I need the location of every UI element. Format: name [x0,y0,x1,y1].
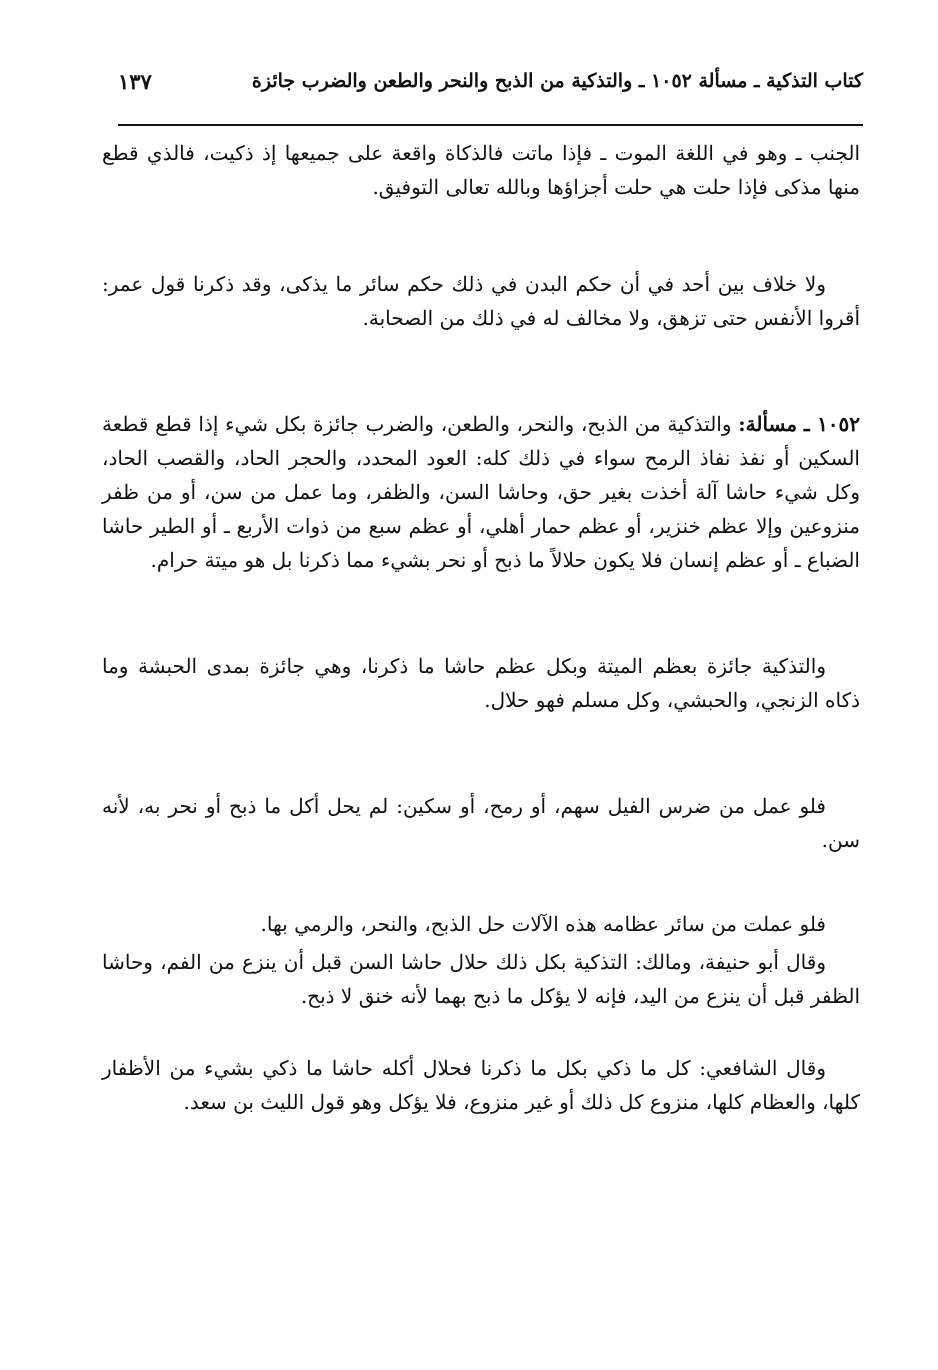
page-number: ١٣٧ [118,68,152,94]
paragraph-abu-hanifa-malik-text: وقال أبو حنيفة، ومالك: التذكية بكل ذلك حلال حاشا السن قبل أن ينزع من الفم، وحاشا الظفر قبل أن ينزع من اليد، فإنه لا يؤكل ما ذبح بهما لأنه خنق لا ذبح. [102,950,860,1008]
page-body [102,136,860,1119]
issue-text: والتذكية من الذبح، والنحر، والطعن، والضرب جائزة بكل شيء إذا قطع قطعة السكين أو نفذ نفاذ الرمح سواء في ذلك كله: العود المحدد، والحجر الحاد، والقصب الحاد، وكل شيء حاشا آلة أخذت بغير حق، وحاشا السن، والظفر، وما عمل من سن، أو من ظفر منزوعين وإلا عظم خنزير، أو عظم حمار أهلي، أو عظم سبع من ذوات الأربع ـ أو الطير حاشا الضباع ـ أو عظم إنسان فلا يكون حلالاً ما ذبح أو نحر بشيء مما ذكرنا بل هو ميتة حرام. [102,412,860,572]
paragraph-dead-bone [102,649,860,717]
running-header [118,65,863,97]
issue-number: ١٠٥٢ ـ [803,412,861,436]
paragraph-other-bones-text: فلو عملت من سائر عظامه هذه الآلات حل الذبح، والنحر، والرمي بها. [260,912,826,936]
paragraph-no-dispute [102,267,860,335]
paragraph-elephant-tooth [102,789,860,857]
paragraph-elephant-tooth-text: فلو عمل من ضرس الفيل سهم، أو رمح، أو سكين: لم يحل أكل ما ذبح أو نحر به، لأنه سن. [102,794,860,852]
header-divider [118,124,863,126]
paragraph-shafii [102,1051,860,1119]
paragraph-shafii-text: وقال الشافعي: كل ما ذكي بكل ما ذكرنا فحلال أكله حاشا ما ذكي بشيء من الأظفار كلها، والعظام كلها، منزوع كل ذلك أو غير منزوع، فلا يؤكل وهو قول الليث بن سعد. [102,1056,860,1114]
paragraph-no-dispute-text: ولا خلاف بين أحد في أن حكم البدن في ذلك حكم سائر ما يذكى، وقد ذكرنا قول عمر: أقروا الأنفس حتى تزهق، ولا مخالف له في ذلك من الصحابة. [102,272,860,330]
paragraph-janb: الجنب ـ وهو في اللغة الموت ـ فإذا ماتت فالذكاة واقعة على جميعها إذ ذكيت، فالذي قطع منها مذكى فإذا حلت هي حلت أجزاؤها وبالله تعالى التوفيق. [102,141,860,199]
paragraph-issue-1052 [102,407,860,577]
paragraph-dead-bone-text: والتذكية جائزة بعظم الميتة وبكل عظم حاشا ما ذكرنا، وهي جائزة بمدى الحبشة وما ذكاه الزنجي، والحبشي، وكل مسلم فهو حلال. [102,654,860,712]
paragraph-other-bones [102,907,860,941]
issue-label: مسألة: [738,412,798,436]
header-title: كتاب التذكية ـ مسألة ١٠٥٢ ـ والتذكية من الذبح والنحر والطعن والضرب جائزة [251,69,863,92]
paragraph-abu-hanifa-malik [102,945,860,1013]
